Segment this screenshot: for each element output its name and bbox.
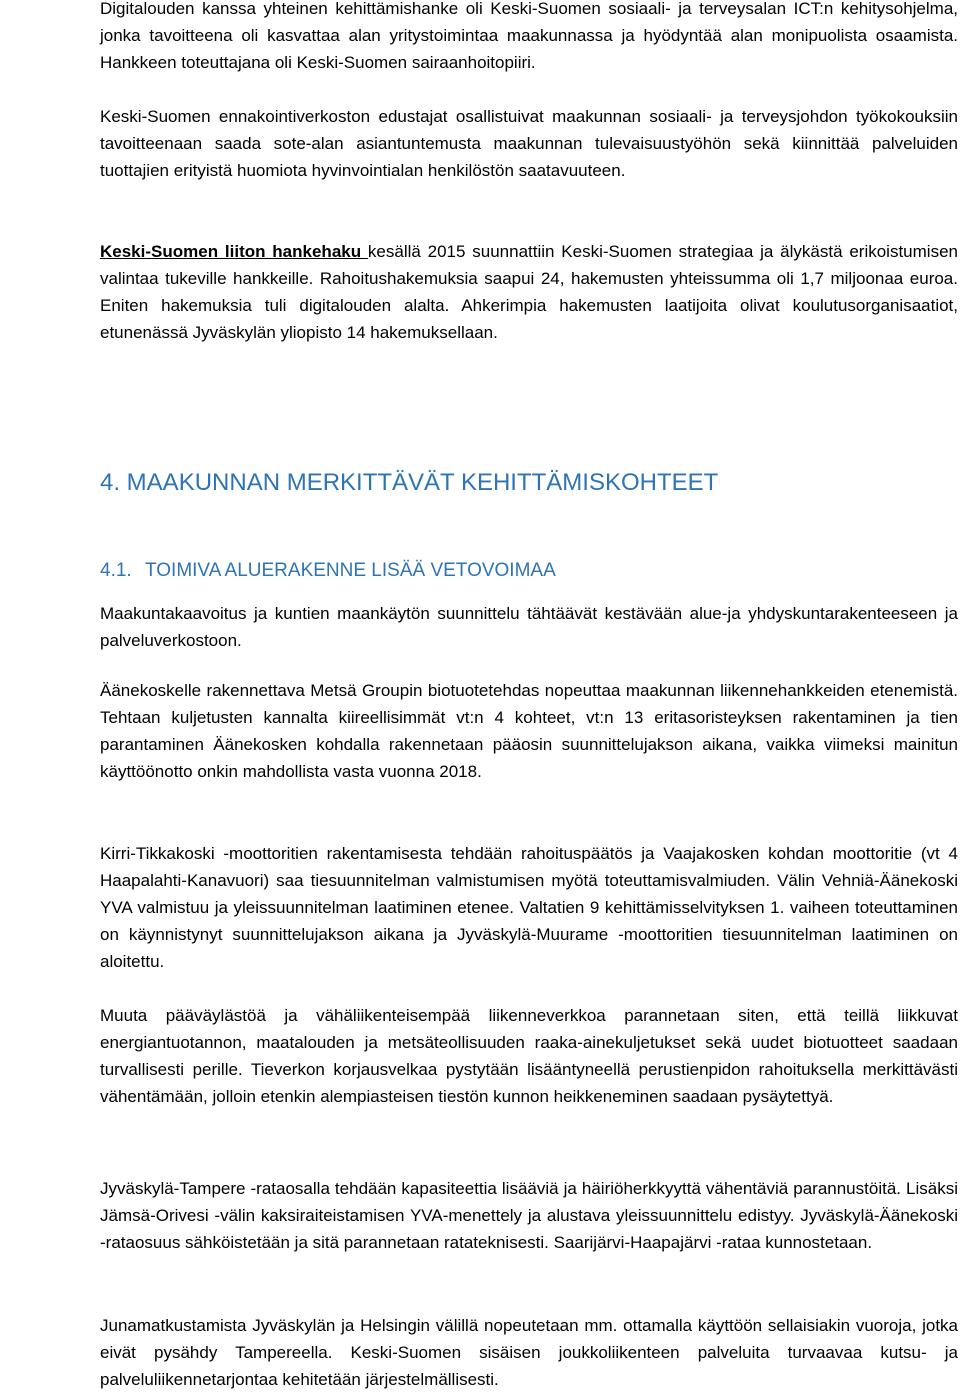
subsection-title: TOIMIVA ALUERAKENNE LISÄÄ VETOVOIMAA <box>145 560 556 581</box>
project-call-text: kesällä 2015 suunnattiin Keski-Suomen strategiaa ja älykästä erikoistumisen valintaa tukeville hankkeille. Rahoitushakemuksia saapui 24, hakemusten yhteissumma oli 1,7 miljoonaa euroa. Eniten hakemuksia tuli digitalouden alalta. Ahkerimpia hakemusten laatijoita olivat koulutusorganisaatiot, etunenässä Jyväskylän yliopisto 14 hakemuksellaan. <box>100 242 958 342</box>
paragraph-ict-program: Digitalouden kanssa yhteinen kehittämishanke oli Keski-Suomen sosiaali- ja terveysalan ICT:n kehitysohjelma, jonka tavoitteena oli kasvattaa alan yritystoimintaa maakunnassa ja hyödyntää alan monipuolista osaamista. Hankkeen toteuttajana oli Keski-Suomen sairaanhoitopiiri. <box>100 0 958 72</box>
paragraph-motorway: Kirri-Tikkakoski -moottoritien rakentamisesta tehdään rahoituspäätös ja Vaajakosken kohdan moottoritie (vt 4 Haapalahti-Kanavuori) saa tiesuunnitelman valmistumisen myötä toteuttamisvalmiuden. Välin Vehniä-Äänekoski YVA valmistuu ja yleissuunnitelman laatiminen etenee. Valtatien 9 kehittämisselvityksen 1. vaiheen toteuttaminen on käynnistynyt suunnittelujakson aikana ja Jyväskylä-Muurame -moottoritien tiesuunnitelman laatiminen on aloitettu. <box>100 844 958 971</box>
subsection-heading <box>100 556 556 586</box>
paragraph-bioproduct-mill: Äänekoskelle rakennettava Metsä Groupin biotuotetehdas nopeuttaa maakunnan liikennehankkeiden etenemistä. Tehtaan kuljetusten kannalta kiireellisimmät vt:n 4 kohteet, vt:n 13 eritasoristeyksen rakentaminen ja tien parantaminen Äänekosken kohdalla rakennetaan pääosin suunnittelujakson aikana, vaikka viimeksi mainitun käyttöönotto onkin mahdollista vasta vuonna 2018. <box>100 681 958 781</box>
paragraph-railway: Jyväskylä-Tampere -rataosalla tehdään kapasiteettia lisääviä ja häiriöherkkyyttä vähentäviä parannustöitä. Lisäksi Jämsä-Orivesi -välin kaksiraiteistamisen YVA-menettely ja alustava yleissuunnittelu edistyy. Jyväskylä-Äänekoski -rataosuus sähköistetään ja sitä parannetaan ratateknisesti. Saarijärvi-Haapajärvi -rataa kunnostetaan. <box>100 1179 958 1252</box>
paragraph-project-call <box>100 238 958 346</box>
paragraph-foresight-network: Keski-Suomen ennakointiverkoston edustajat osallistuivat maakunnan sosiaali- ja terveysjohdon työkokouksiin tavoitteenaan saada sote-alan asiantuntemusta maakunnan tulevaisuustyöhön sekä kiinnittää palveluiden tuottajien erityistä huomiota hyvinvointialan henkilöstön saatavuuteen. <box>100 107 958 180</box>
subsection-number: 4.1. <box>100 560 132 581</box>
paragraph-train-travel: Junamatkustamista Jyväskylän ja Helsingin välillä nopeutetaan mm. ottamalla käyttöön sellaisiakin vuoroja, jotka eivät pysähdy Tampereella. Keski-Suomen sisäisen joukkoliikenteen palveluita turvaavaa kutsu- ja palveluliikennetarjontaa kehitetään järjestelmällisesti. <box>100 1316 958 1389</box>
paragraph-road-network: Muuta pääväylästöä ja vähäliikenteisempää liikenneverkkoa parannetaan siten, että teillä liikkuvat energiantuotannon, maatalouden ja metsäteollisuuden raaka-ainekuljetukset sekä uudet biotuotteet saadaan turvallisesti perille. Tieverkon korjausvelkaa pystytään lisääntyneellä perustienpidon rahoituksella merkittävästi vähentämään, jolloin etenkin alempiasteisen tiestön kunnon heikkeneminen saadaan pysäytettyä. <box>100 1006 958 1106</box>
paragraph-land-use: Maakuntakaavoitus ja kuntien maankäytön suunnittelu tähtäävät kestävään alue-ja yhdyskuntarakenteeseen ja palveluverkostoon. <box>100 604 958 650</box>
section-heading: 4. MAAKUNNAN MERKITTÄVÄT KEHITTÄMISKOHTEET <box>100 469 719 496</box>
project-call-link[interactable]: Keski-Suomen liiton hankehaku <box>100 242 368 261</box>
